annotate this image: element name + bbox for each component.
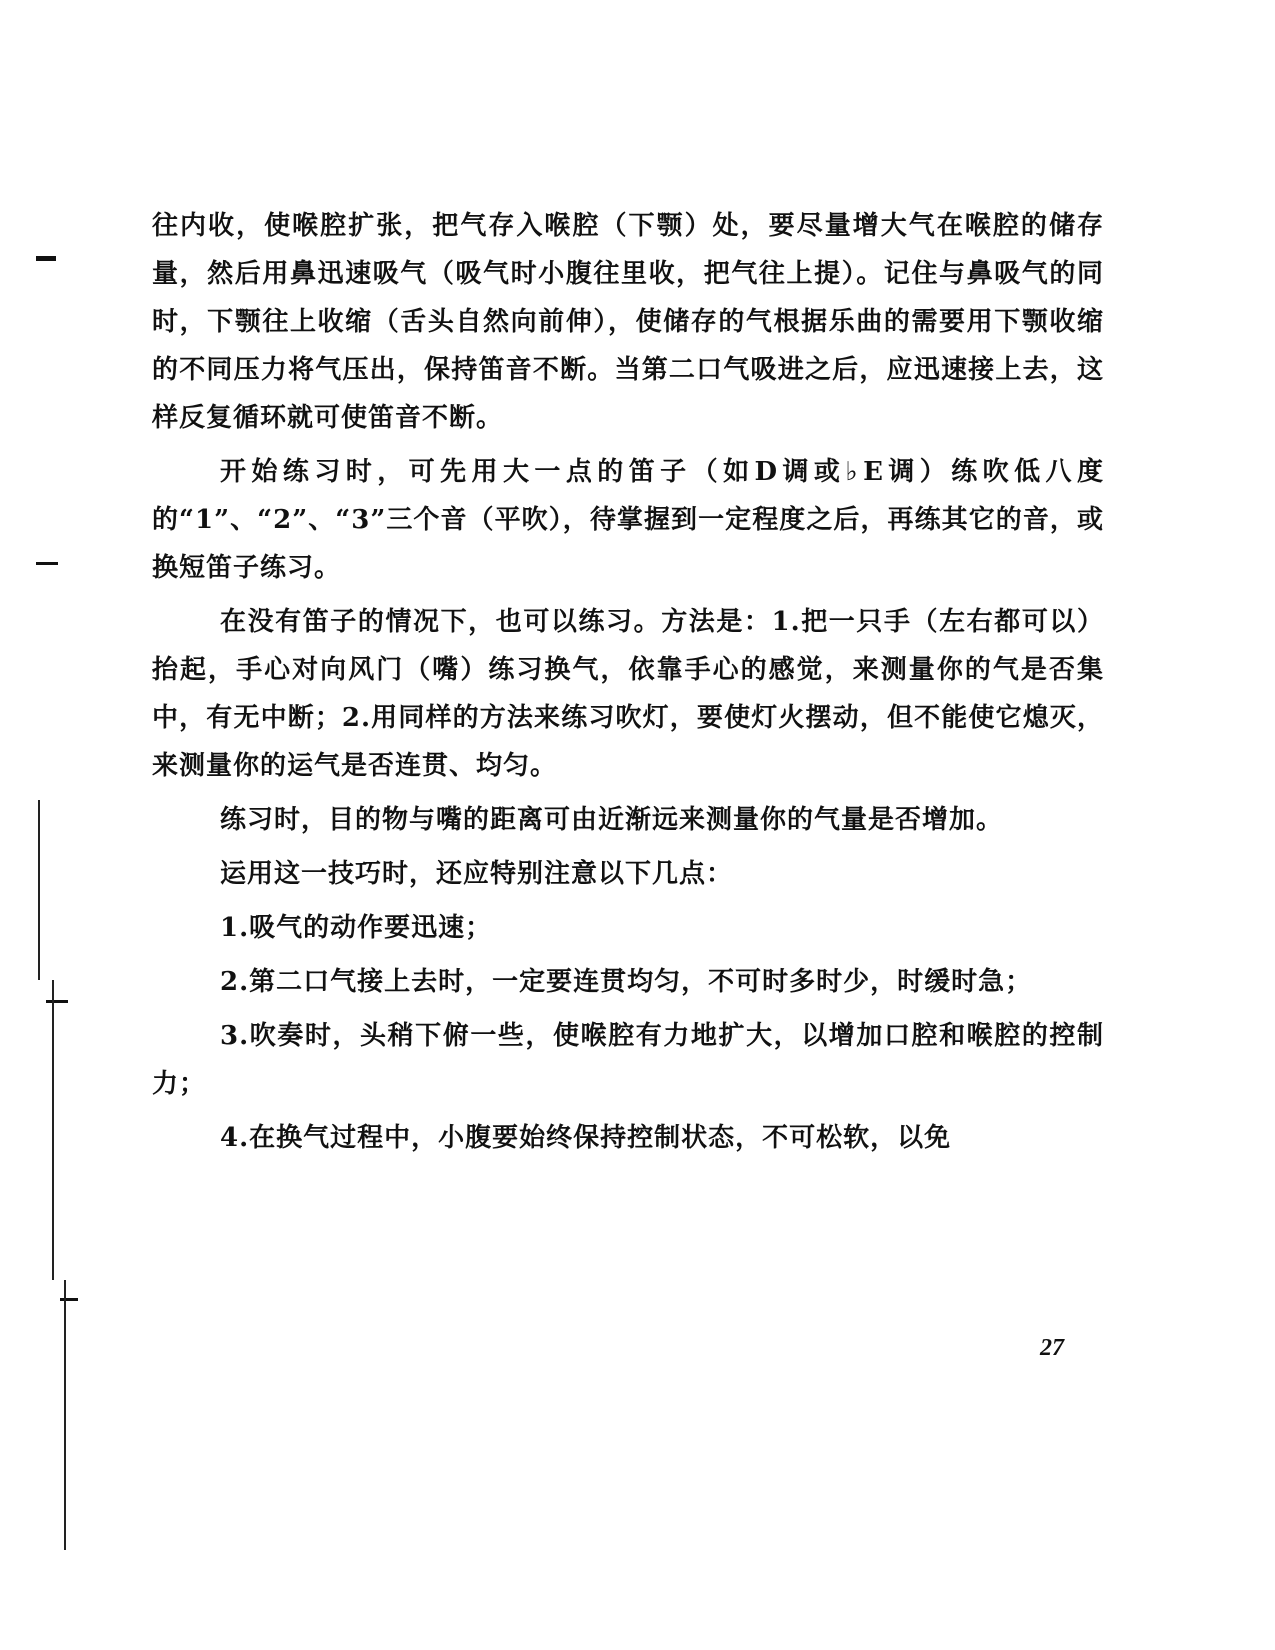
scan-mark (46, 1000, 68, 1003)
body-text (152, 202, 1104, 1168)
scan-edge-line (64, 1280, 66, 1550)
list-item-3: 3.吹奏时，头稍下俯一些，使喉腔有力地扩大，以增加口腔和喉腔的控制力； (152, 1021, 1104, 1099)
list-item-2: 2.第二口气接上去时，一定要连贯均匀，不可时多时少，时缓时急； (220, 967, 1033, 997)
paragraph-4: 练习时，目的物与嘴的距离可由近渐远来测量你的气量是否增加。 (220, 805, 1004, 835)
scan-mark (60, 1298, 78, 1301)
list-item-1: 1.吸气的动作要迅速； (220, 913, 493, 943)
scan-edge-line (52, 980, 54, 1280)
scan-mark (36, 562, 58, 565)
list-item-4: 4.在换气过程中，小腹要始终保持控制状态，不可松软，以免 (220, 1123, 952, 1153)
paragraph-1: 往内收，使喉腔扩张，把气存入喉腔（下颚）处，要尽量增大气在喉腔的储存量，然后用鼻迅速吸气（吸气时小腹往里收，把气往上提）。记住与鼻吸气的同时，下颚往上收缩（舌头自然向前伸），使储存的气根据乐曲的需要用下颚收缩的不同压力将气压出，保持笛音不断。当第二口气吸进之后，应迅速接上去，这样反复循环就可使笛音不断。 (152, 211, 1104, 433)
scan-mark (36, 256, 56, 261)
page-number: 27 (1040, 1335, 1064, 1361)
paragraph-5: 运用这一技巧时，还应特别注意以下几点： (220, 859, 734, 889)
paragraph-3: 在没有笛子的情况下，也可以练习。方法是：1.把一只手（左右都可以）抬起，手心对向风门（嘴）练习换气，依靠手心的感觉，来测量你的气是否集中，有无中断；2.用同样的方法来练习吹灯，要使灯火摆动，但不能使它熄灭，来测量你的运气是否连贯、均匀。 (152, 607, 1104, 781)
paragraph-2: 开始练习时，可先用大一点的笛子（如D调或♭E调）练吹低八度的“1”、“2”、“3”三个音（平吹），待掌握到一定程度之后，再练其它的音，或换短笛子练习。 (152, 457, 1104, 583)
scan-edge-line (38, 800, 40, 980)
